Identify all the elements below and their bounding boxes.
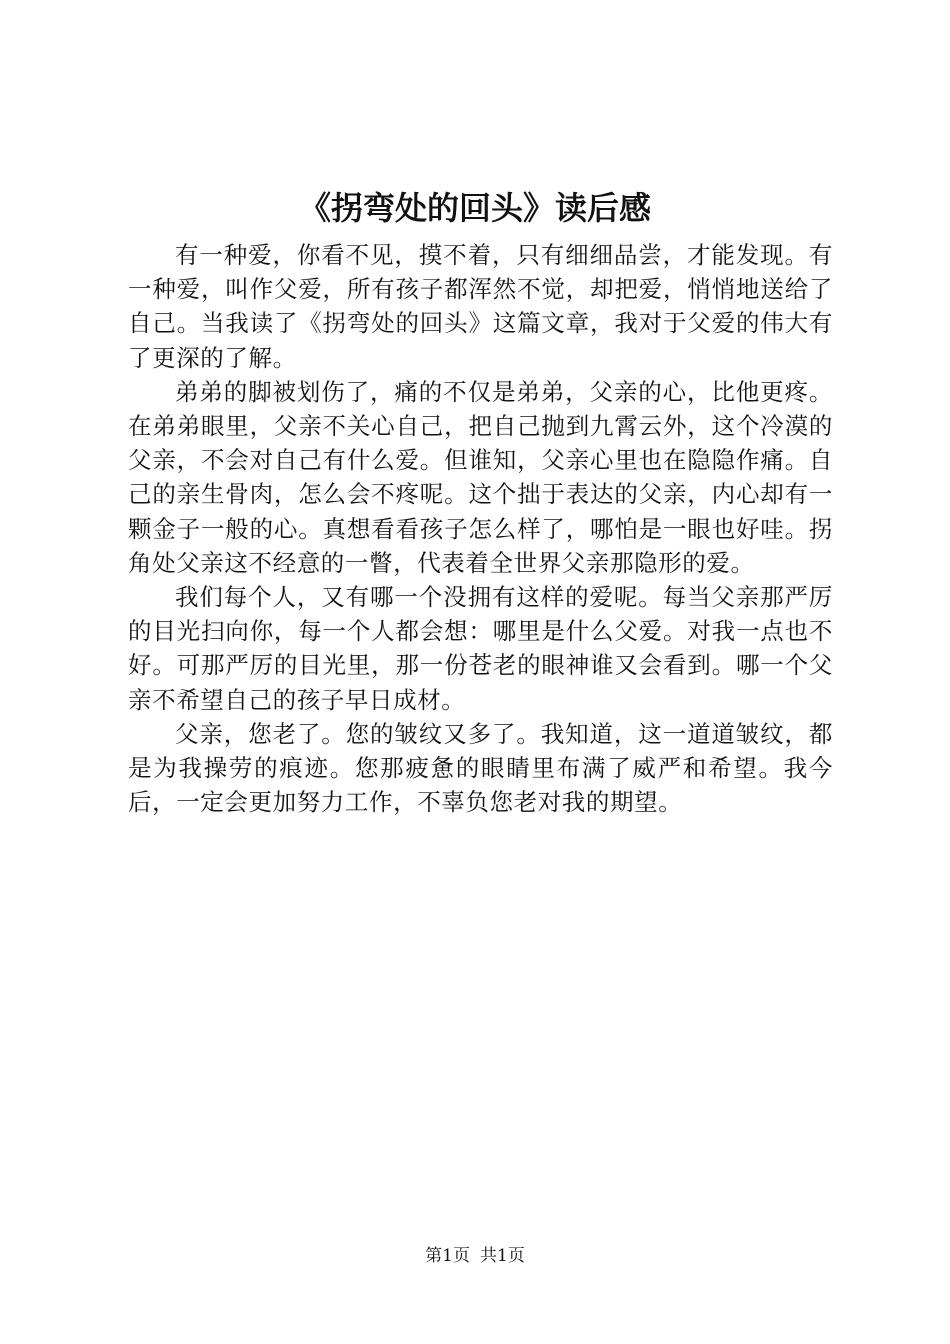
- paragraph-3: 我们每个人，又有哪一个没拥有这样的爱呢。每当父亲那严厉的目光扫向你，每一个人都会想：哪里是什么父爱。对我一点也不好。可那严厉的目光里，那一份苍老的眼神谁又会看到。哪一个父亲不希望自己的孩子早日成材。: [128, 583, 833, 714]
- document-body: [128, 238, 833, 819]
- document-title: 《拐弯处的回头》读后感: [298, 189, 651, 227]
- paragraph-2: 弟弟的脚被划伤了，痛的不仅是弟弟，父亲的心，比他更疼。在弟弟眼里，父亲不关心自己，把自己抛到九霄云外，这个冷漠的父亲，不会对自己有什么爱。但谁知，父亲心里也在隐隐作痛。自己的亲生骨肉，怎么会不疼呢。这个拙于表达的父亲，内心却有一颗金子一般的心。真想看看孩子怎么样了，哪怕是一眼也好哇。拐角处父亲这不经意的一瞥，代表着全世界父亲那隐形的爱。: [128, 377, 833, 577]
- page-number-total: 共1页: [480, 1246, 525, 1266]
- paragraph-4: 父亲，您老了。您的皱纹又多了。我知道，这一道道皱纹，都是为我操劳的痕迹。您那疲惫的眼睛里布满了威严和希望。我今后，一定会更加努力工作，不辜负您老对我的期望。: [128, 719, 833, 817]
- page-footer: [0, 1244, 950, 1268]
- page-number-current: 第1页: [425, 1246, 470, 1266]
- paragraph-1: 有一种爱，你看不见，摸不着，只有细细品尝，才能发现。有一种爱，叫作父爱，所有孩子都浑然不觉，却把爱，悄悄地送给了自己。当我读了《拐弯处的回头》这篇文章，我对于父爱的伟大有了更深的了解。: [128, 241, 833, 372]
